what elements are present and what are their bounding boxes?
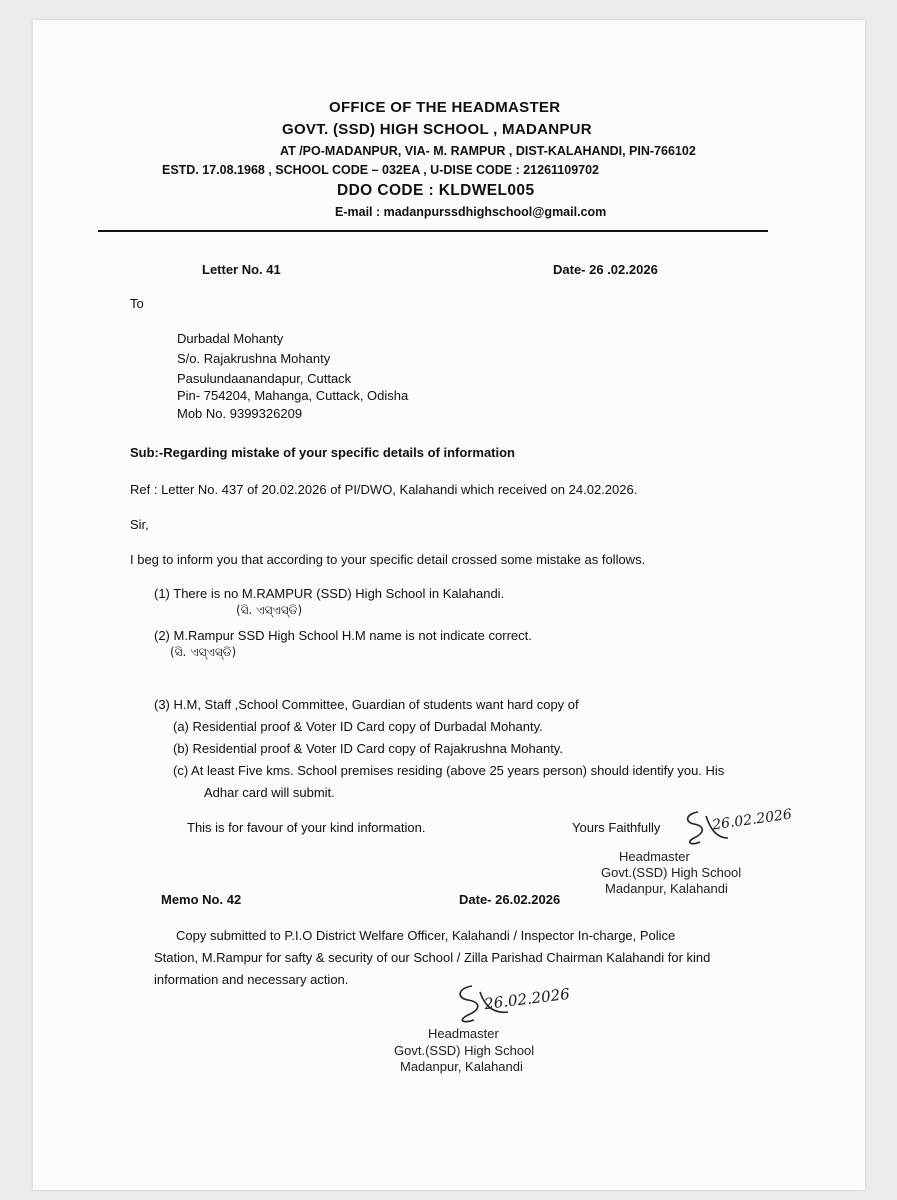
- office-title: OFFICE OF THE HEADMASTER: [329, 99, 561, 116]
- to-label: To: [130, 296, 144, 311]
- recipient-pin: Pin- 754204, Mahanga, Cuttack, Odisha: [177, 388, 409, 403]
- school-email: E-mail : madanpurssdhighschool@gmail.com: [335, 205, 607, 219]
- signature-date-1: 26.02.2026: [711, 806, 793, 834]
- memo-date: Date- 26.02.2026: [459, 892, 561, 907]
- point-3: (3) H.M, Staff ,School Committee, Guardian of students want hard copy of: [154, 697, 579, 712]
- recipient-parent: S/o. Rajakrushna Mohanty: [177, 351, 331, 366]
- point-2: (2) M.Rampur SSD High School H.M name is not indicate correct.: [154, 628, 532, 643]
- point-3a: (a) Residential proof & Voter ID Card copy of Durbadal Mohanty.: [173, 719, 543, 734]
- salutation: Sir,: [130, 517, 149, 532]
- header-divider: [98, 230, 768, 232]
- point-1: (1) There is no M.RAMPUR (SSD) High School in Kalahandi.: [154, 586, 505, 601]
- recipient-village: Pasulundaanandapur, Cuttack: [177, 371, 352, 386]
- school-address: AT /PO-MADANPUR, VIA- M. RAMPUR , DIST-KALAHANDI, PIN-766102: [280, 144, 696, 158]
- point-3b: (b) Residential proof & Voter ID Card copy of Rajakrushna Mohanty.: [173, 741, 563, 756]
- memo-number: Memo No. 42: [161, 892, 242, 907]
- point-3c-continued: Adhar card will submit.: [204, 785, 335, 800]
- intro-paragraph: I beg to inform you that according to your specific detail crossed some mistake as follows.: [130, 552, 646, 567]
- memo-line-3: information and necessary action.: [154, 972, 349, 987]
- recipient-name: Durbadal Mohanty: [177, 331, 284, 346]
- letter-reference: Ref : Letter No. 437 of 20.02.2026 of PI/DWO, Kalahandi which received on 24.02.2026.: [130, 482, 638, 497]
- memo-line-2: Station, M.Rampur for safty & security of our School / Zilla Parishad Chairman Kalahandi for kind: [154, 950, 711, 965]
- school-name: GOVT. (SSD) HIGH SCHOOL , MADANPUR: [282, 121, 592, 138]
- letter-date: Date- 26 .02.2026: [553, 262, 658, 277]
- recipient-mobile: Mob No. 9399326209: [177, 406, 303, 421]
- closing-note: This is for favour of your kind information.: [187, 820, 426, 835]
- stamp-1-place: Madanpur, Kalahandi: [605, 881, 728, 896]
- ddo-code: DDO CODE : KLDWEL005: [337, 182, 535, 199]
- stamp-2-title: Headmaster: [428, 1026, 499, 1041]
- signature-date-2: 26.02.2026: [483, 984, 571, 1014]
- memo-line-1: Copy submitted to P.I.O District Welfare Officer, Kalahandi / Inspector In-charge, Police: [176, 928, 676, 943]
- letter-number: Letter No. 41: [202, 262, 281, 277]
- yours-faithfully: Yours Faithfully: [572, 820, 661, 835]
- point-3c: (c) At least Five kms. School premises residing (above 25 years person) should identify you. His: [173, 763, 725, 778]
- school-codes: ESTD. 17.08.1968 , SCHOOL CODE – 032EA , U-DISE CODE : 21261109702: [162, 163, 600, 177]
- stamp-1-school: Govt.(SSD) High School: [601, 865, 742, 880]
- stamp-2-school: Govt.(SSD) High School: [394, 1043, 535, 1058]
- stamp-2-place: Madanpur, Kalahandi: [400, 1059, 523, 1074]
- odia-annotation-1: (ସି. ଏସ୍‌ଏସ୍‌ଡି): [236, 603, 303, 617]
- stamp-1-title: Headmaster: [619, 849, 690, 864]
- odia-annotation-2: (ସି. ଏସ୍‌ଏସ୍‌ଡି): [170, 645, 237, 659]
- letter-subject: Sub:-Regarding mistake of your specific details of information: [130, 445, 515, 460]
